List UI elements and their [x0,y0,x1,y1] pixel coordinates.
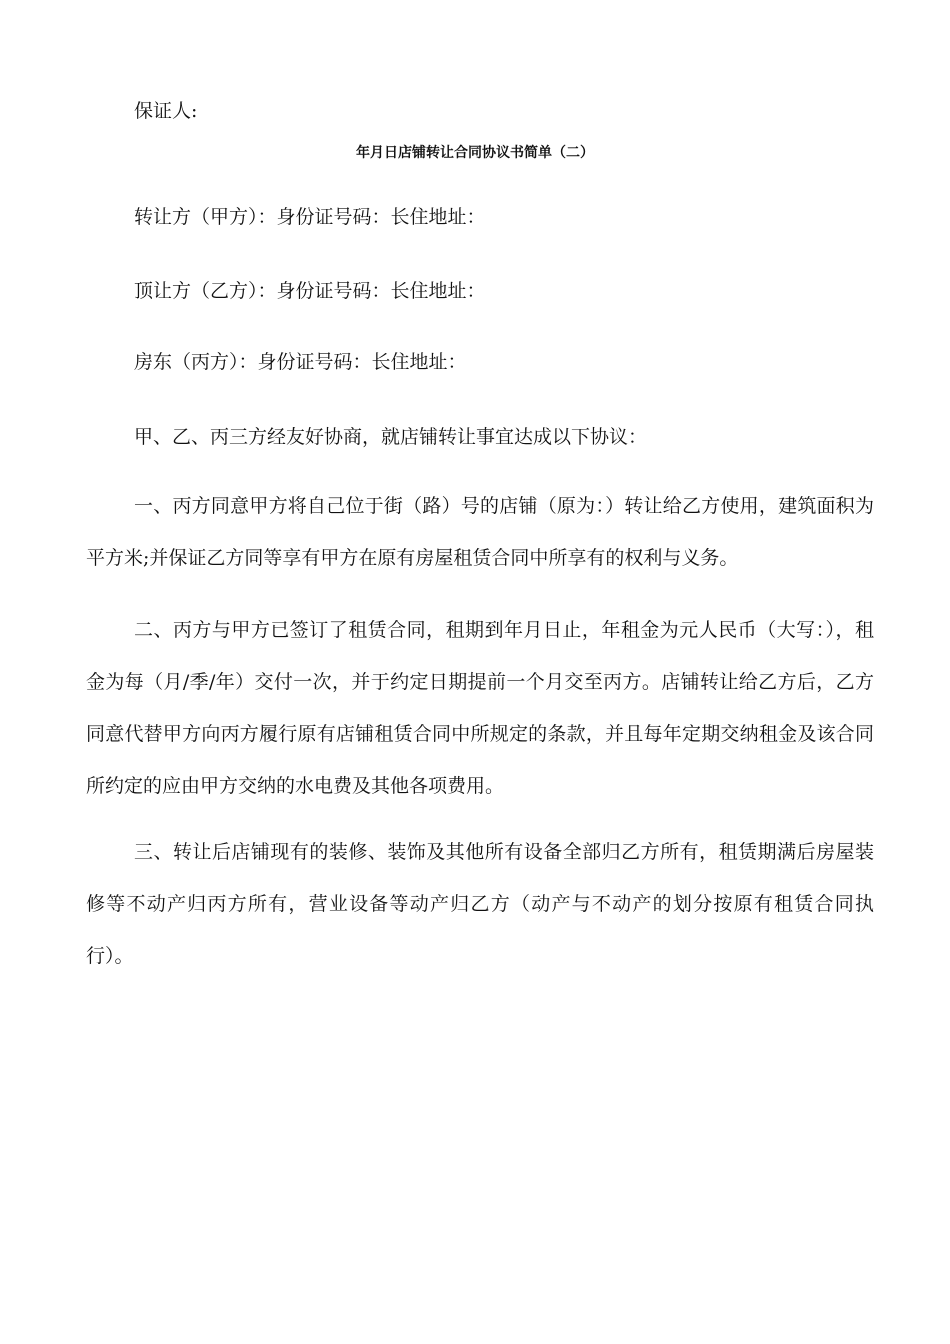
clause-1: 一、丙方同意甲方将自己位于街（路）号的店铺（原为：）转让给乙方使用，建筑面积为平方米;并保证乙方同等享有甲方在原有房屋租赁合同中所享有的权利与义务。 [86,495,874,569]
guarantor-label: 保证人: [134,100,198,122]
party-b-line: 顶让方（乙方）：身份证号码：长住地址： [134,280,486,302]
party-c-line: 房东（丙方）：身份证号码：长住地址： [134,351,467,373]
intro-paragraph: 甲、乙、丙三方经友好协商，就店铺转让事宜达成以下协议： [134,426,648,448]
clause-3: 三、转让后店铺现有的装修、装饰及其他所有设备全部归乙方所有，租赁期满后房屋装修等不动产归丙方所有，营业设备等动产归乙方（动产与不动产的划分按原有租赁合同执行）。 [86,841,874,967]
party-a-line: 转让方（甲方）：身份证号码：长住地址： [134,206,486,228]
clause-2: 二、丙方与甲方已签订了租赁合同，租期到年月日止，年租金为元人民币（大写：），租金为每（月/季/年）交付一次，并于约定日期提前一个月交至丙方。店铺转让给乙方后，乙方同意代替甲方向丙方履行原有店铺租赁合同中所规定的条款，并且每年定期交纳租金及该合同所约定的应由甲方交纳的水电费及其他各项费用。 [86,619,874,797]
document-title: 年月日店铺转让合同协议书简单（二） [356,145,594,161]
